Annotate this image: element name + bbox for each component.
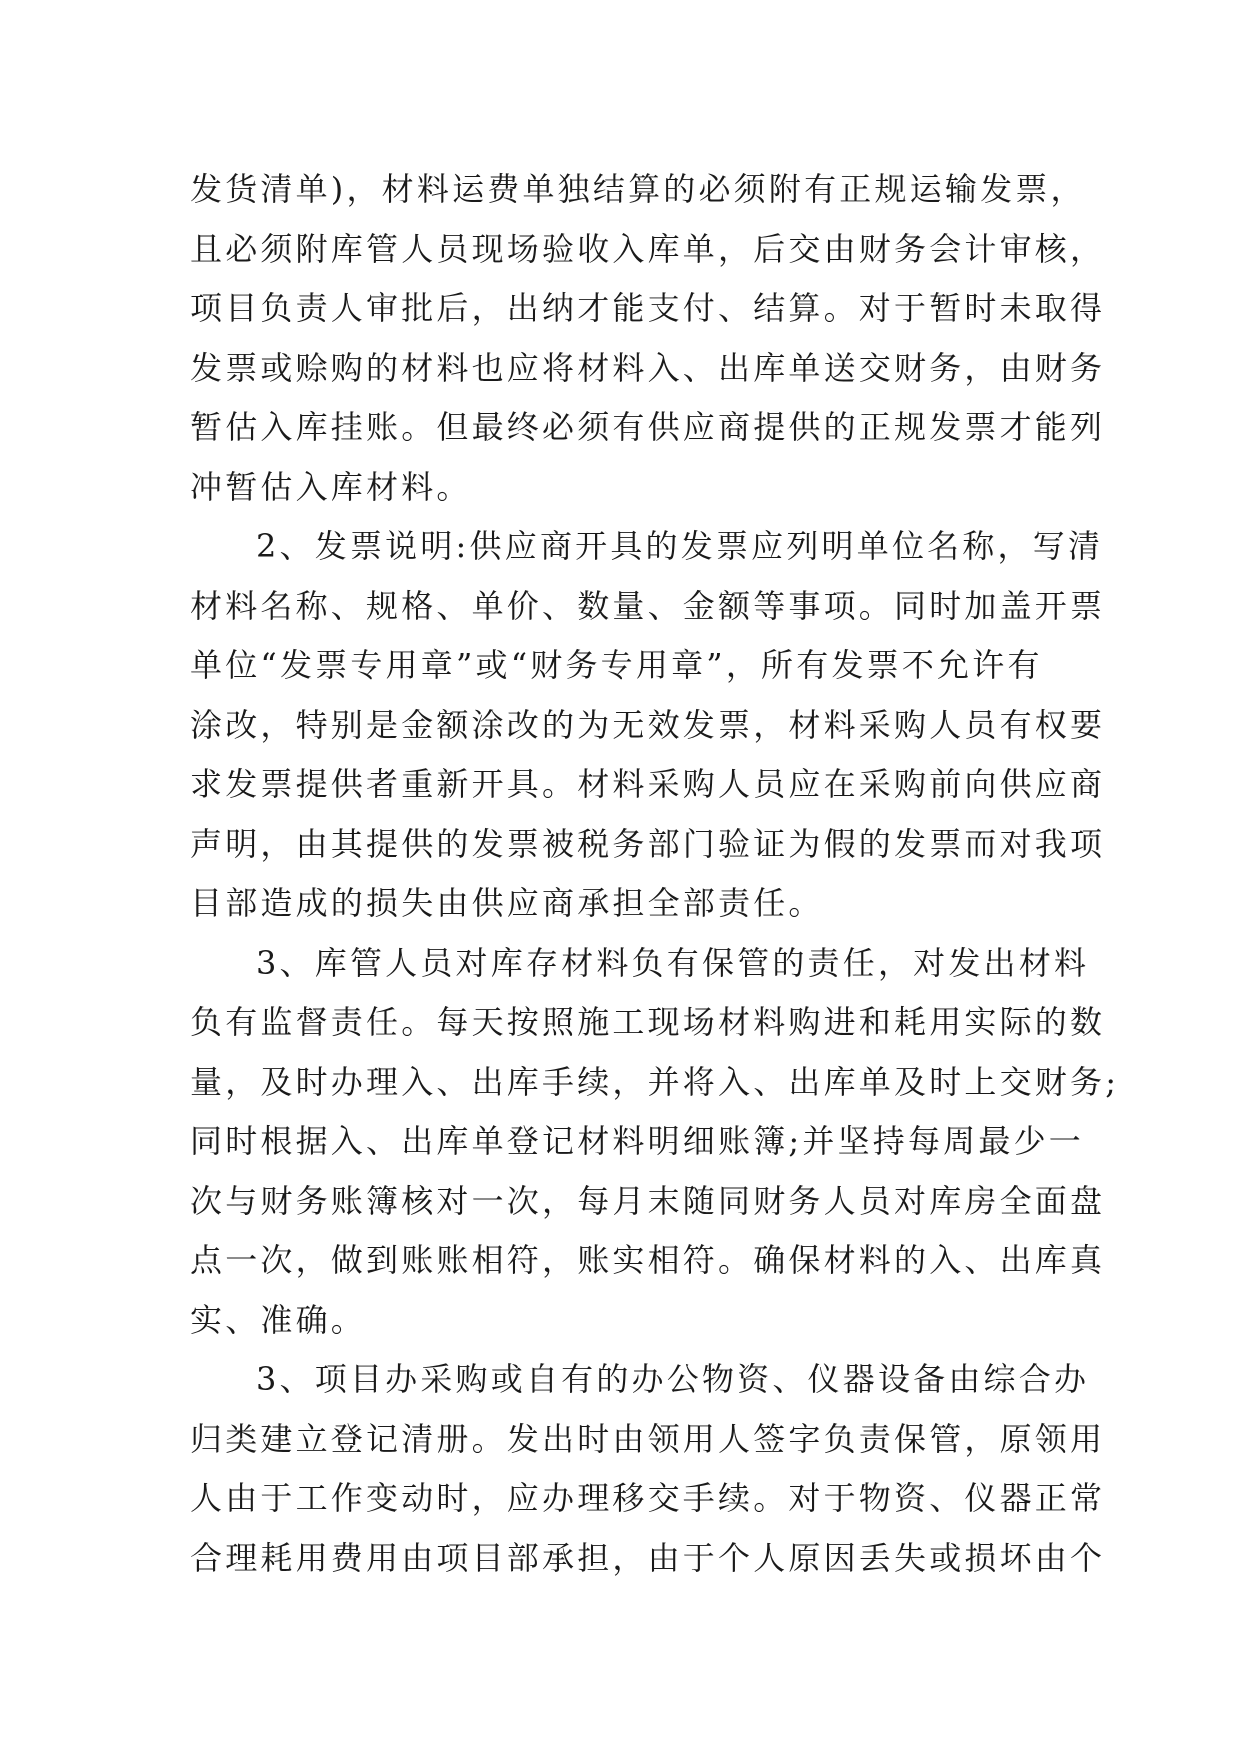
text-line: 目部造成的损失由供应商承担全部责任。 [190, 884, 824, 922]
text-line: 冲暂估入库材料。 [190, 467, 472, 506]
text-line: 项目负责人审批后，出纳才能支付、结算。对于暂时未取得 [190, 289, 1106, 327]
text-line: 点一次，做到账账相符，账实相符。确保材料的入、出库真 [190, 1241, 1106, 1279]
text-line: 单位“发票专用章”或“财务专用章”，所有发票不允许有 [190, 646, 1043, 684]
text-line: 且必须附库管人员现场验收入库单，后交由财务会计审核， [190, 229, 1106, 268]
text-line: 次与财务账簿核对一次，每月末随同财务人员对库房全面盘 [190, 1181, 1106, 1220]
text-line: 涂改，特别是金额涂改的为无效发票，材料采购人员有权要 [190, 705, 1106, 744]
paragraph-first-line: 2、发票说明:供应商开具的发票应列明单位名称，写清 [256, 527, 1104, 565]
text-line: 声明，由其提供的发票被税务部门验证为假的发票而对我项 [190, 824, 1106, 863]
text-line: 材料名称、规格、单价、数量、金额等事项。同时加盖开票 [190, 586, 1106, 625]
text-line: 合理耗用费用由项目部承担，由于个人原因丢失或损坏由个 [190, 1538, 1106, 1577]
text-line: 求发票提供者重新开具。材料采购人员应在采购前向供应商 [190, 765, 1106, 803]
document-body [190, 160, 1120, 1588]
text-line: 量，及时办理入、出库手续，并将入、出库单及时上交财务; [190, 1062, 1120, 1101]
text-line: 同时根据入、出库单登记材料明细账簿;并坚持每周最少一 [190, 1122, 1084, 1160]
text-line: 发货清单)，材料运费单独结算的必须附有正规运输发票， [190, 170, 1086, 208]
text-line: 发票或赊购的材料也应将材料入、出库单送交财务，由财务 [190, 348, 1106, 387]
text-line: 人由于工作变动时，应办理移交手续。对于物资、仪器正常 [190, 1479, 1106, 1517]
paragraph-first-line: 3、项目办采购或自有的办公物资、仪器设备由综合办 [256, 1360, 1090, 1398]
text-line: 暂估入库挂账。但最终必须有供应商提供的正规发票才能列 [190, 408, 1106, 446]
text-line: 归类建立登记清册。发出时由领用人签字负责保管，原领用 [190, 1419, 1106, 1458]
text-line: 负有监督责任。每天按照施工现场材料购进和耗用实际的数 [190, 1003, 1106, 1041]
paragraph-first-line: 3、库管人员对库存材料负有保管的责任，对发出材料 [256, 943, 1090, 982]
text-line: 实、准确。 [190, 1300, 367, 1339]
